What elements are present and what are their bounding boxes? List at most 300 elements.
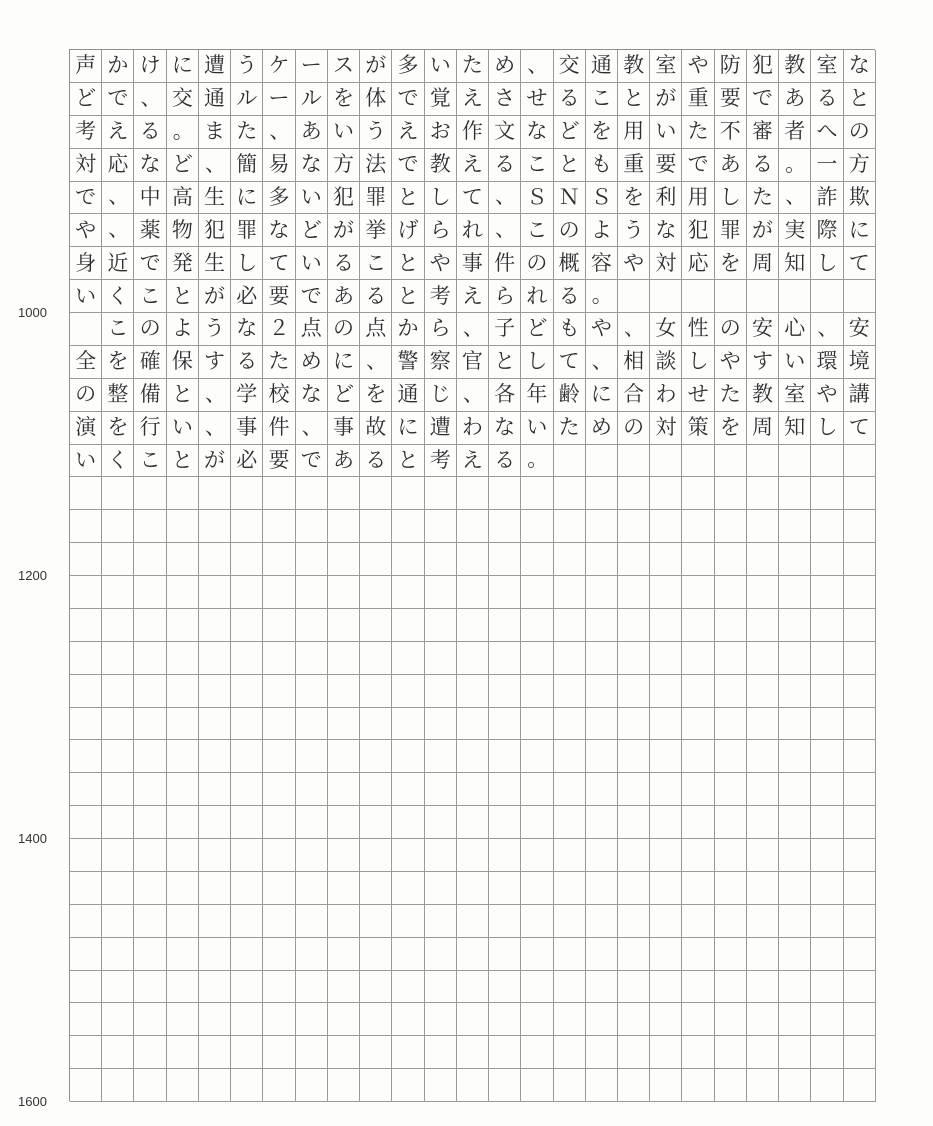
- grid-cell: [618, 905, 650, 938]
- grid-cell: [360, 642, 392, 675]
- grid-cell: [425, 806, 457, 839]
- grid-cell: [392, 1069, 424, 1102]
- grid-cell: [70, 740, 102, 773]
- grid-cell: と: [618, 83, 650, 116]
- line-number-label: 1200: [18, 568, 47, 583]
- grid-cell: て: [263, 247, 295, 280]
- grid-cell: [715, 905, 747, 938]
- grid-cell: あ: [296, 116, 328, 149]
- grid-cell: [618, 773, 650, 806]
- grid-cell: [360, 905, 392, 938]
- grid-cell: い: [70, 280, 102, 313]
- grid-cell: 実: [779, 214, 811, 247]
- grid-cell: 必: [231, 445, 263, 478]
- grid-cell: た: [231, 116, 263, 149]
- grid-cell: [554, 642, 586, 675]
- grid-cell: こ: [134, 280, 166, 313]
- grid-cell: [328, 839, 360, 872]
- grid-cell: [811, 806, 843, 839]
- grid-cell: [586, 905, 618, 938]
- grid-cell: を: [328, 83, 360, 116]
- grid-cell: こ: [521, 149, 553, 182]
- grid-cell: [811, 642, 843, 675]
- grid-cell: [457, 1003, 489, 1036]
- grid-cell: [263, 1069, 295, 1102]
- grid-cell: [682, 1036, 714, 1069]
- grid-cell: [134, 839, 166, 872]
- grid-cell: [296, 938, 328, 971]
- grid-cell: [747, 938, 779, 971]
- grid-cell: [650, 872, 682, 905]
- grid-cell: 身: [70, 247, 102, 280]
- grid-cell: [425, 1069, 457, 1102]
- grid-cell: せ: [682, 379, 714, 412]
- grid-cell: [811, 872, 843, 905]
- grid-cell: [554, 445, 586, 478]
- grid-cell: と: [167, 280, 199, 313]
- grid-cell: 罪: [360, 182, 392, 215]
- grid-cell: 要: [263, 445, 295, 478]
- grid-cell: [554, 806, 586, 839]
- grid-cell: [134, 576, 166, 609]
- grid-cell: [70, 839, 102, 872]
- grid-cell: [263, 740, 295, 773]
- grid-cell: ら: [489, 280, 521, 313]
- grid-cell: [425, 642, 457, 675]
- grid-cell: げ: [392, 214, 424, 247]
- grid-cell: [586, 510, 618, 543]
- grid-cell: 方: [844, 149, 876, 182]
- grid-cell: う: [618, 214, 650, 247]
- grid-cell: [199, 510, 231, 543]
- grid-cell: を: [715, 247, 747, 280]
- grid-cell: の: [521, 247, 553, 280]
- grid-cell: 子: [489, 313, 521, 346]
- grid-cell: に: [586, 379, 618, 412]
- grid-cell: [425, 740, 457, 773]
- grid-cell: [521, 708, 553, 741]
- grid-cell: [715, 510, 747, 543]
- grid-cell: [231, 1003, 263, 1036]
- grid-cell: [747, 905, 779, 938]
- grid-cell: [296, 675, 328, 708]
- grid-cell: [747, 872, 779, 905]
- grid-cell: [554, 1069, 586, 1102]
- grid-cell: で: [682, 149, 714, 182]
- grid-cell: 事: [328, 412, 360, 445]
- grid-cell: 官: [457, 346, 489, 379]
- grid-cell: す: [747, 346, 779, 379]
- grid-cell: [199, 477, 231, 510]
- grid-cell: [779, 872, 811, 905]
- grid-cell: [296, 773, 328, 806]
- grid-cell: [328, 740, 360, 773]
- grid-cell: [811, 445, 843, 478]
- grid-cell: 室: [811, 50, 843, 83]
- grid-cell: [844, 806, 876, 839]
- grid-cell: 応: [102, 149, 134, 182]
- grid-cell: [360, 708, 392, 741]
- grid-cell: よ: [167, 313, 199, 346]
- grid-cell: し: [811, 412, 843, 445]
- grid-cell: [489, 1003, 521, 1036]
- grid-cell: い: [296, 247, 328, 280]
- grid-cell: [167, 708, 199, 741]
- grid-cell: [844, 510, 876, 543]
- grid-cell: を: [102, 346, 134, 379]
- grid-cell: の: [715, 313, 747, 346]
- grid-cell: 知: [779, 412, 811, 445]
- grid-cell: [70, 872, 102, 905]
- grid-cell: [747, 510, 779, 543]
- grid-cell: [231, 872, 263, 905]
- grid-cell: [102, 773, 134, 806]
- grid-cell: 行: [134, 412, 166, 445]
- grid-cell: [328, 609, 360, 642]
- grid-cell: れ: [521, 280, 553, 313]
- grid-cell: [650, 576, 682, 609]
- grid-cell: 要: [263, 280, 295, 313]
- grid-cell: 通: [392, 379, 424, 412]
- grid-cell: 教: [779, 50, 811, 83]
- grid-cell: [650, 642, 682, 675]
- grid-cell: 者: [779, 116, 811, 149]
- grid-cell: [360, 1069, 392, 1102]
- grid-cell: [586, 576, 618, 609]
- grid-cell: よ: [586, 214, 618, 247]
- grid-cell: [682, 477, 714, 510]
- grid-cell: [844, 543, 876, 576]
- grid-cell: [844, 1069, 876, 1102]
- grid-cell: [521, 675, 553, 708]
- grid-cell: [360, 576, 392, 609]
- grid-cell: [392, 773, 424, 806]
- grid-cell: [457, 642, 489, 675]
- grid-cell: [102, 708, 134, 741]
- grid-cell: で: [392, 83, 424, 116]
- grid-cell: [102, 477, 134, 510]
- grid-cell: 詐: [811, 182, 843, 215]
- grid-cell: と: [554, 149, 586, 182]
- grid-cell: [102, 1069, 134, 1102]
- grid-cell: [715, 1069, 747, 1102]
- grid-cell: る: [134, 116, 166, 149]
- grid-cell: こ: [134, 445, 166, 478]
- grid-cell: [199, 1003, 231, 1036]
- grid-cell: [682, 971, 714, 1004]
- grid-cell: [747, 445, 779, 478]
- grid-cell: し: [682, 346, 714, 379]
- grid-cell: [715, 806, 747, 839]
- grid-cell: [457, 1069, 489, 1102]
- grid-cell: し: [231, 247, 263, 280]
- grid-cell: に: [167, 50, 199, 83]
- grid-cell: [682, 938, 714, 971]
- grid-cell: [586, 609, 618, 642]
- grid-cell: 生: [199, 182, 231, 215]
- grid-cell: と: [489, 346, 521, 379]
- grid-cell: な: [296, 379, 328, 412]
- grid-cell: [231, 971, 263, 1004]
- grid-cell: [296, 642, 328, 675]
- grid-cell: 重: [682, 83, 714, 116]
- grid-cell: 防: [715, 50, 747, 83]
- grid-cell: い: [328, 116, 360, 149]
- grid-cell: [70, 1036, 102, 1069]
- grid-cell: [231, 642, 263, 675]
- grid-cell: す: [199, 346, 231, 379]
- grid-cell: [650, 609, 682, 642]
- grid-cell: [586, 642, 618, 675]
- grid-cell: [715, 708, 747, 741]
- grid-cell: [167, 609, 199, 642]
- grid-cell: と: [392, 280, 424, 313]
- grid-cell: [263, 971, 295, 1004]
- grid-cell: [134, 1003, 166, 1036]
- grid-cell: [457, 510, 489, 543]
- grid-cell: 。: [521, 445, 553, 478]
- grid-cell: [586, 543, 618, 576]
- grid-cell: [586, 740, 618, 773]
- grid-cell: [779, 839, 811, 872]
- grid-cell: [489, 609, 521, 642]
- grid-cell: る: [231, 346, 263, 379]
- grid-cell: 要: [650, 149, 682, 182]
- grid-cell: [682, 872, 714, 905]
- grid-cell: し: [715, 182, 747, 215]
- grid-cell: で: [70, 182, 102, 215]
- grid-cell: [328, 477, 360, 510]
- grid-cell: て: [844, 412, 876, 445]
- grid-cell: [134, 806, 166, 839]
- grid-cell: [811, 1036, 843, 1069]
- grid-cell: こ: [102, 313, 134, 346]
- grid-cell: [811, 280, 843, 313]
- grid-cell: [650, 510, 682, 543]
- grid-cell: [199, 543, 231, 576]
- grid-cell: [811, 938, 843, 971]
- grid-cell: 。: [586, 280, 618, 313]
- grid-cell: [392, 1036, 424, 1069]
- grid-cell: [618, 708, 650, 741]
- grid-cell: ら: [425, 313, 457, 346]
- grid-cell: [360, 510, 392, 543]
- grid-cell: な: [296, 149, 328, 182]
- grid-cell: [425, 543, 457, 576]
- grid-cell: る: [489, 445, 521, 478]
- grid-cell: [779, 477, 811, 510]
- grid-cell: 、: [199, 379, 231, 412]
- grid-cell: [392, 609, 424, 642]
- grid-cell: い: [296, 182, 328, 215]
- grid-cell: し: [425, 182, 457, 215]
- grid-cell: [167, 642, 199, 675]
- grid-cell: [457, 971, 489, 1004]
- grid-cell: 利: [650, 182, 682, 215]
- grid-cell: [457, 477, 489, 510]
- grid-cell: の: [134, 313, 166, 346]
- grid-cell: ど: [70, 83, 102, 116]
- grid-cell: が: [199, 445, 231, 478]
- grid-cell: [682, 445, 714, 478]
- grid-cell: [618, 642, 650, 675]
- grid-cell: や: [811, 379, 843, 412]
- grid-cell: [167, 477, 199, 510]
- grid-cell: [554, 675, 586, 708]
- grid-cell: [263, 1036, 295, 1069]
- grid-cell: た: [263, 346, 295, 379]
- grid-cell: 法: [360, 149, 392, 182]
- grid-cell: 生: [199, 247, 231, 280]
- grid-cell: な: [521, 116, 553, 149]
- grid-cell: 審: [747, 116, 779, 149]
- grid-cell: 教: [618, 50, 650, 83]
- grid-cell: [70, 708, 102, 741]
- grid-cell: [682, 543, 714, 576]
- grid-cell: [715, 1036, 747, 1069]
- grid-cell: [521, 609, 553, 642]
- grid-cell: え: [457, 83, 489, 116]
- grid-cell: 、: [779, 182, 811, 215]
- grid-cell: 校: [263, 379, 295, 412]
- grid-cell: [263, 675, 295, 708]
- grid-cell: [811, 971, 843, 1004]
- grid-cell: ど: [554, 116, 586, 149]
- grid-cell: [231, 543, 263, 576]
- grid-cell: [844, 477, 876, 510]
- grid-cell: 応: [682, 247, 714, 280]
- grid-cell: [231, 1069, 263, 1102]
- manuscript-grid: [69, 49, 875, 1101]
- grid-cell: [811, 543, 843, 576]
- grid-cell: [779, 1003, 811, 1036]
- grid-cell: [296, 609, 328, 642]
- grid-cell: [392, 576, 424, 609]
- grid-cell: 、: [199, 149, 231, 182]
- grid-cell: を: [102, 412, 134, 445]
- grid-cell: [650, 1003, 682, 1036]
- grid-cell: 必: [231, 280, 263, 313]
- grid-cell: [134, 740, 166, 773]
- grid-cell: 周: [747, 412, 779, 445]
- grid-cell: [779, 280, 811, 313]
- grid-cell: [231, 1036, 263, 1069]
- grid-cell: [296, 708, 328, 741]
- grid-cell: [779, 609, 811, 642]
- grid-cell: [715, 543, 747, 576]
- grid-cell: [134, 971, 166, 1004]
- grid-cell: 体: [360, 83, 392, 116]
- grid-cell: [521, 1036, 553, 1069]
- grid-cell: [586, 938, 618, 971]
- grid-cell: [134, 708, 166, 741]
- grid-cell: 対: [650, 412, 682, 445]
- grid-cell: わ: [457, 412, 489, 445]
- grid-cell: [586, 872, 618, 905]
- grid-cell: [650, 806, 682, 839]
- grid-cell: 通: [586, 50, 618, 83]
- grid-cell: [779, 938, 811, 971]
- grid-cell: [618, 477, 650, 510]
- grid-cell: [231, 675, 263, 708]
- grid-cell: [747, 576, 779, 609]
- grid-cell: な: [650, 214, 682, 247]
- grid-cell: で: [296, 280, 328, 313]
- grid-cell: 高: [167, 182, 199, 215]
- grid-cell: [263, 905, 295, 938]
- grid-cell: [650, 543, 682, 576]
- grid-cell: [134, 477, 166, 510]
- grid-cell: [360, 872, 392, 905]
- grid-cell: 用: [682, 182, 714, 215]
- grid-cell: [489, 938, 521, 971]
- grid-cell: [554, 905, 586, 938]
- grid-cell: 簡: [231, 149, 263, 182]
- grid-cell: [102, 1036, 134, 1069]
- grid-cell: [554, 839, 586, 872]
- grid-cell: 欺: [844, 182, 876, 215]
- grid-cell: お: [425, 116, 457, 149]
- grid-cell: [747, 1069, 779, 1102]
- grid-cell: [70, 773, 102, 806]
- grid-cell: [682, 642, 714, 675]
- grid-cell: か: [102, 50, 134, 83]
- grid-cell: [231, 740, 263, 773]
- grid-cell: [489, 773, 521, 806]
- grid-cell: [779, 773, 811, 806]
- grid-cell: [618, 675, 650, 708]
- grid-cell: [70, 675, 102, 708]
- grid-cell: [102, 510, 134, 543]
- grid-cell: や: [682, 50, 714, 83]
- grid-cell: 年: [521, 379, 553, 412]
- grid-cell: ど: [328, 379, 360, 412]
- grid-cell: [199, 642, 231, 675]
- grid-cell: [618, 1069, 650, 1102]
- grid-cell: 察: [425, 346, 457, 379]
- grid-cell: ど: [296, 214, 328, 247]
- grid-cell: [747, 806, 779, 839]
- grid-cell: [682, 740, 714, 773]
- line-number-label: 1400: [18, 831, 47, 846]
- grid-cell: [70, 971, 102, 1004]
- grid-cell: [231, 708, 263, 741]
- grid-cell: や: [586, 313, 618, 346]
- grid-cell: 考: [425, 280, 457, 313]
- grid-cell: 、: [199, 412, 231, 445]
- grid-cell: て: [844, 247, 876, 280]
- grid-cell: 点: [360, 313, 392, 346]
- grid-cell: [457, 708, 489, 741]
- grid-cell: [167, 1003, 199, 1036]
- grid-cell: [521, 477, 553, 510]
- grid-cell: [457, 806, 489, 839]
- grid-cell: [70, 477, 102, 510]
- grid-cell: [70, 1003, 102, 1036]
- grid-cell: 犯: [747, 50, 779, 83]
- grid-cell: る: [328, 247, 360, 280]
- grid-cell: [425, 708, 457, 741]
- grid-cell: [425, 773, 457, 806]
- grid-cell: [167, 905, 199, 938]
- grid-cell: し: [521, 346, 553, 379]
- grid-cell: [650, 740, 682, 773]
- grid-cell: [554, 543, 586, 576]
- grid-cell: 要: [715, 83, 747, 116]
- grid-cell: た: [747, 182, 779, 215]
- grid-cell: 安: [844, 313, 876, 346]
- grid-cell: [747, 1036, 779, 1069]
